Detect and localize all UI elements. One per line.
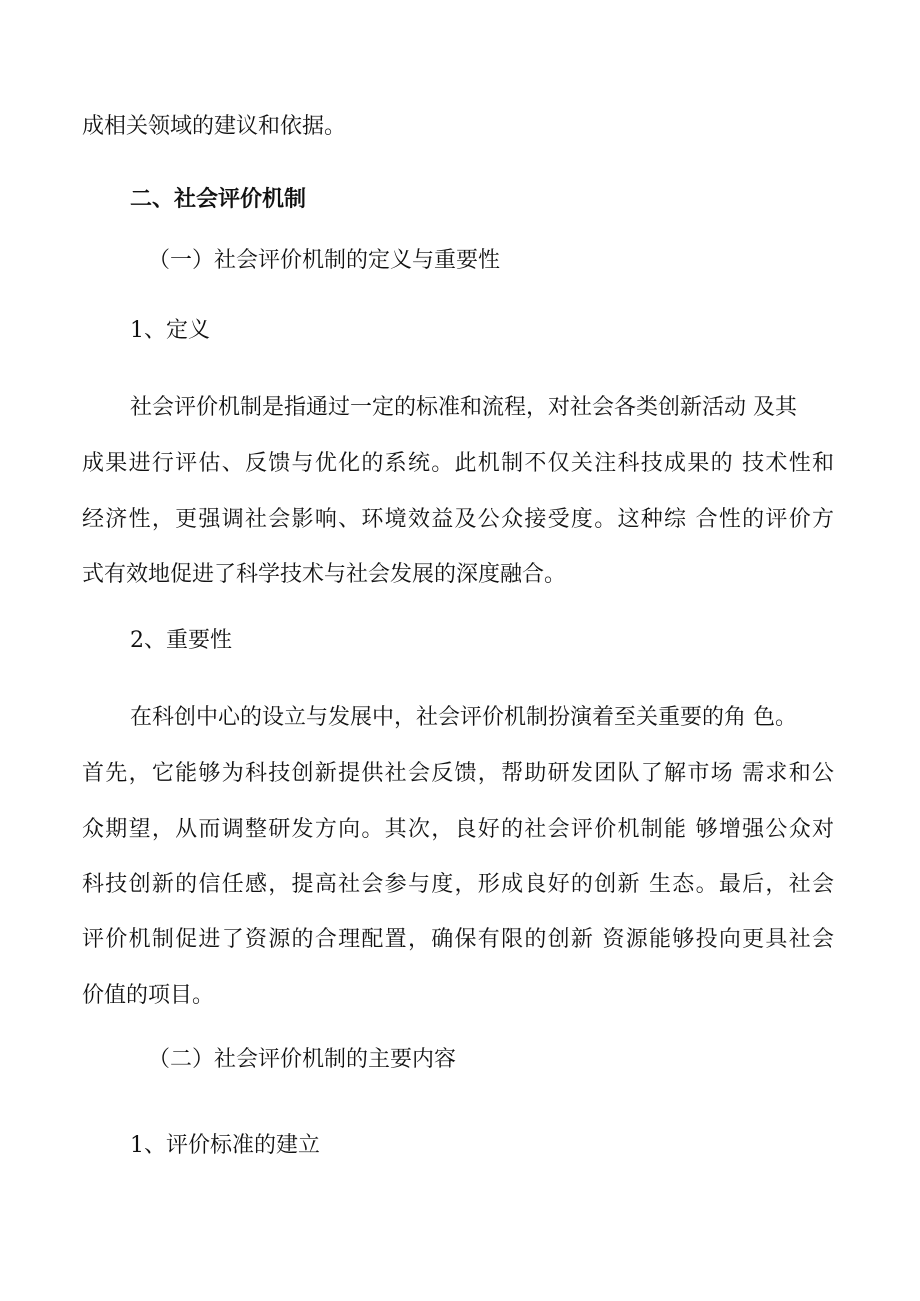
paragraph-line: 在科创中心的设立与发展中，社会评价机制扮演着至关重要的角 色。	[130, 705, 797, 730]
paragraph-line: 社会评价机制是指通过一定的标准和流程，对社会各类创新活动 及其	[130, 395, 797, 420]
paragraph-line: 成果进行评估、反馈与优化的系统。此机制不仅关注科技成果的 技术性和	[82, 451, 834, 476]
paragraph-line: 首先，它能够为科技创新提供社会反馈，帮助研发团队了解市场 需求和公	[82, 761, 834, 786]
paragraph-line: 科技创新的信任感，提高社会参与度，形成良好的创新 生态。最后，社会	[82, 872, 834, 897]
paragraph-line: 经济性，更强调社会影响、环境效益及公众接受度。这种综 合性的评价方	[82, 507, 834, 532]
paragraph-line: 价值的项目。	[82, 983, 215, 1008]
paragraph-line: 评价机制促进了资源的合理配置，确保有限的创新 资源能够投向更具社会	[82, 927, 834, 952]
subsection-heading: （一）社会评价机制的定义与重要性	[148, 248, 501, 273]
item-heading: 1、定义	[130, 318, 210, 343]
subsection-heading: （二）社会评价机制的主要内容	[148, 1047, 457, 1072]
paragraph-line: 众期望，从而调整研发方向。其次，良好的社会评价机制能 够增强公众对	[82, 817, 834, 842]
item-heading: 1、评价标准的建立	[130, 1133, 320, 1158]
paragraph-continuation: 成相关领域的建议和依据。	[82, 114, 347, 139]
paragraph-line: 式有效地促进了科学技术与社会发展的深度融合。	[82, 562, 567, 587]
section-heading: 二、社会评价机制	[130, 186, 307, 212]
item-heading: 2、重要性	[130, 628, 232, 653]
